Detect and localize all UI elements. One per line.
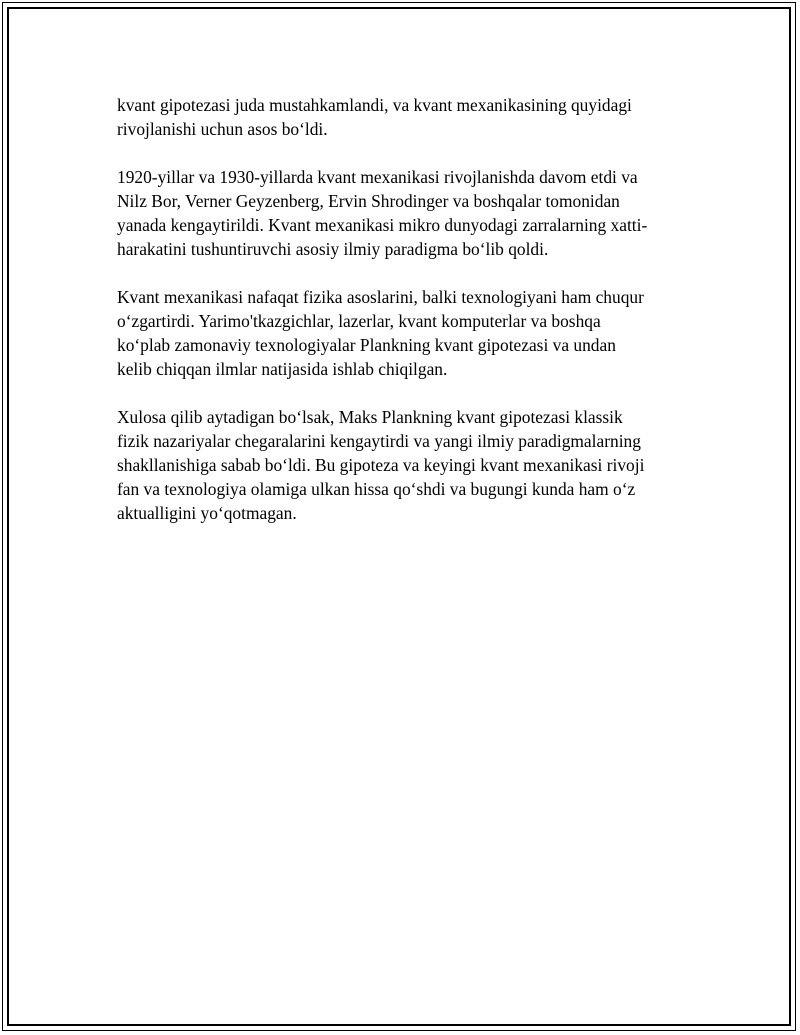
text-line: o‘zgartirdi. Yarimo'tkazgichlar, lazerlar, kvant komputerlar va boshqa [117,311,601,331]
text-line: fizik nazariyalar chegaralarini kengaytirdi va yangi ilmiy paradigmalarning [117,431,641,451]
text-line: rivojlanishi uchun asos bo‘ldi. [117,119,328,139]
text-line: 1920-yillar va 1930-yillarda kvant mexanikasi rivojlanishda davom etdi va [117,167,638,187]
text-line: harakatini tushuntiruvchi asosiy ilmiy paradigma bo‘lib qoldi. [117,239,549,259]
text-line: Kvant mexanikasi nafaqat fizika asoslarini, balki texnologiyani ham chuqur [117,287,644,307]
text-line: yanada kengaytirildi. Kvant mexanikasi mikro dunyodagi zarralarning xatti- [117,215,648,235]
paragraph [117,405,687,525]
text-line: kelib chiqqan ilmlar natijasida ishlab chiqilgan. [117,359,448,379]
paragraph [117,165,687,261]
text-line: Nilz Bor, Verner Geyzenberg, Ervin Shrodinger va boshqalar tomonidan [117,191,620,211]
text-line: fan va texnologiya olamiga ulkan hissa qo‘shdi va bugungi kunda ham o‘z [117,479,636,499]
paragraph [117,93,687,141]
document-body [117,93,687,549]
text-line: ko‘plab zamonaviy texnologiyalar Plankning kvant gipotezasi va undan [117,335,616,355]
text-line: shakllanishiga sabab bo‘ldi. Bu gipoteza va keyingi kvant mexanikasi rivoji [117,455,645,475]
text-line: aktualligini yo‘qotmagan. [117,503,297,523]
text-line: kvant gipotezasi juda mustahkamlandi, va kvant mexanikasining quyidagi [117,95,632,115]
paragraph [117,285,687,381]
text-line: Xulosa qilib aytadigan bo‘lsak, Maks Plankning kvant gipotezasi klassik [117,407,623,427]
